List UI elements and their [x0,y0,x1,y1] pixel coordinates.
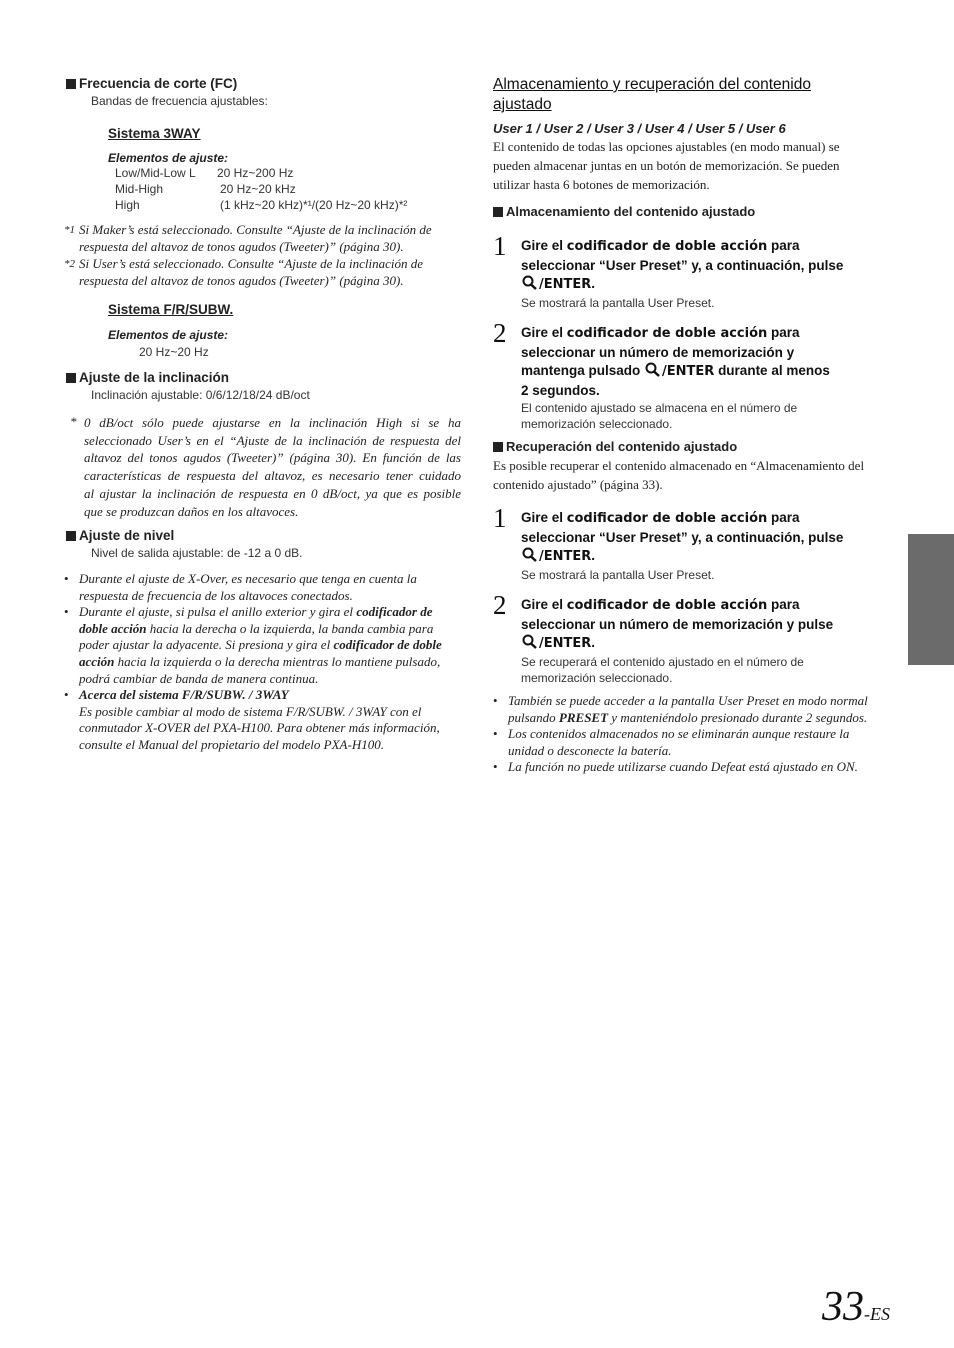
slope-note-line: características de respuesta del altavoz, es necesario tener cuidado [84,468,461,484]
search-icon [521,634,539,649]
sysfr-heading: Sistema F/R/SUBW. [108,302,234,317]
step-number: 1 [493,231,507,261]
footnote-2-mark: *2 [64,258,75,270]
step-number: 2 [493,318,507,348]
square-bullet-icon [493,442,503,452]
recall-heading: Recuperación del contenido ajustado [493,439,737,454]
slope-note [84,414,461,520]
step-number: 2 [493,590,507,620]
square-bullet-icon [66,373,76,383]
step-number: 1 [493,503,507,533]
slope-heading: Ajuste de la inclinación [66,370,229,385]
users-line: User 1 / User 2 / User 3 / User 4 / User 5 / User 6 [493,121,786,136]
slope-description: Inclinación ajustable: 0/6/12/18/24 dB/oct [91,388,310,402]
recall-step-2: 2 Gire el codificador de doble acción para seleccionar un número de memorización y pulse /ENTER. Se recuperará el contenido ajustado en el número de memorización seleccionado. [493,590,834,685]
fc-heading: Frecuencia de corte (FC) [66,76,237,91]
row-3way-value: 20 Hz~200 Hz [217,166,294,180]
left-notes [64,571,464,754]
note-item: • La función no puede utilizarse cuando Defeat está ajustado en ON. [493,759,903,776]
store-heading: Almacenamiento del contenido ajustado [493,204,755,219]
search-icon [521,547,539,562]
footnote-1-line: respuesta del altavoz de tonos agudos (Tweeter)” (página 30). [79,239,404,254]
elements-heading-3way: Elementos de ajuste: [108,151,229,165]
row-3way-label: Low/Mid-Low L [115,166,196,180]
footnote-1-mark: *1 [64,224,75,236]
footnote-1-line: Si Maker’s está seleccionado. Consulte “Ajuste de la inclinación de [79,222,432,237]
square-bullet-icon [66,531,76,541]
square-bullet-icon [493,207,503,217]
note-item: • Acerca del sistema F/R/SUBW. / 3WAY Es posible cambiar al modo de sistema F/R/SUBW. / 3WAY con el conmutador X-OVER del PXA-H100. Para obtener más información, consulte el Manual del propietario del modelo PXA-H100. [64,687,464,753]
section-title: Almacenamiento y recuperación del contenido ajustado [493,76,811,113]
note-item: • Los contenidos almacenados no se eliminarán aunque restaure la unidad o desconecte la batería. [493,726,903,759]
footnote-2-line: respuesta del altavoz de tonos agudos (Tweeter)” (página 30). [79,273,404,288]
note-item: • También se puede acceder a la pantalla User Preset en modo normal pulsando PRESET y manteniéndolo presionado durante 2 segundos. [493,693,903,726]
slope-note-mark: * [70,414,77,429]
slope-note-line: al ajustar la inclinación de respuesta en 0 dB/oct, ya que es posible [84,485,461,501]
level-description: Nivel de salida ajustable: de -12 a 0 dB. [91,546,303,560]
note-item: • Durante el ajuste de X-Over, es necesario que tenga en cuenta la respuesta de frecuencia de los altavoces conectados. [64,571,464,604]
right-notes [493,693,903,776]
row-3way-value: 20 Hz~20 kHz [220,182,296,196]
sys3way-heading: Sistema 3WAY [108,126,201,141]
slope-note-line: 0 dB/oct sólo puede ajustarse en la inclinación High si se ha [84,415,461,430]
fc-description: Bandas de frecuencia ajustables: [91,94,268,108]
search-icon [644,362,662,377]
row-3way-value: (1 kHz~20 kHz)*¹/(20 Hz~20 kHz)*² [220,198,408,212]
square-bullet-icon [66,79,76,89]
fr-value: 20 Hz~20 Hz [139,345,209,359]
row-3way-label: Mid-High [115,182,164,196]
note-item: • Durante el ajuste, si pulsa el anillo exterior y gira el codificador de doble acción hacia la derecha o la izquierda, la banda cambia para poder ajustar la adyacente. Si presiona y gira el codificador de doble acción hacia la izquierda o la derecha mientras lo mantiene pulsado, podrá cambiar de banda de manera continua. [64,604,464,687]
slope-note-line: altavoz del tonos agudos (Tweeter)” (página 30). En función de las [84,450,461,466]
footnote-2-line: Si User’s está seleccionado. Consulte “Ajuste de la inclinación de [79,256,423,271]
recall-step-1: 1 Gire el codificador de doble acción para seleccionar “User Preset” y, a continuación, pulse /ENTER. Se mostrará la pantalla User Preset. [493,503,844,582]
row-3way-label: High [115,198,140,212]
search-icon [521,275,539,290]
intro-text: El contenido de todas las opciones ajustables (en modo manual) se pueden almacenar juntas en un botón de memorización. Se pueden utilizar hasta 6 botones de memorización. [493,139,840,192]
elements-heading-fr: Elementos de ajuste: [108,328,229,342]
level-heading: Ajuste de nivel [66,528,174,543]
page-number: 33-ES [822,1284,890,1330]
slope-note-line: que se produzcan daños en los altavoces. [84,503,299,519]
recall-text: Es posible recuperar el contenido almacenado en “Almacenamiento del contenido ajustado” (página 33). [493,458,865,492]
slope-note-line: seleccionado User’s en el “Ajuste de la inclinación de respuesta del [84,432,461,448]
section-tab [908,534,954,665]
store-step-1: 1 Gire el codificador de doble acción para seleccionar “User Preset” y, a continuación, pulse /ENTER. Se mostrará la pantalla User Preset. [493,231,844,310]
store-step-2: 2 Gire el codificador de doble acción para seleccionar un número de memorización y mantenga pulsado /ENTER durante al menos 2 segundos. El contenido ajustado se almacena en el número de memorización seleccionado. [493,318,830,431]
